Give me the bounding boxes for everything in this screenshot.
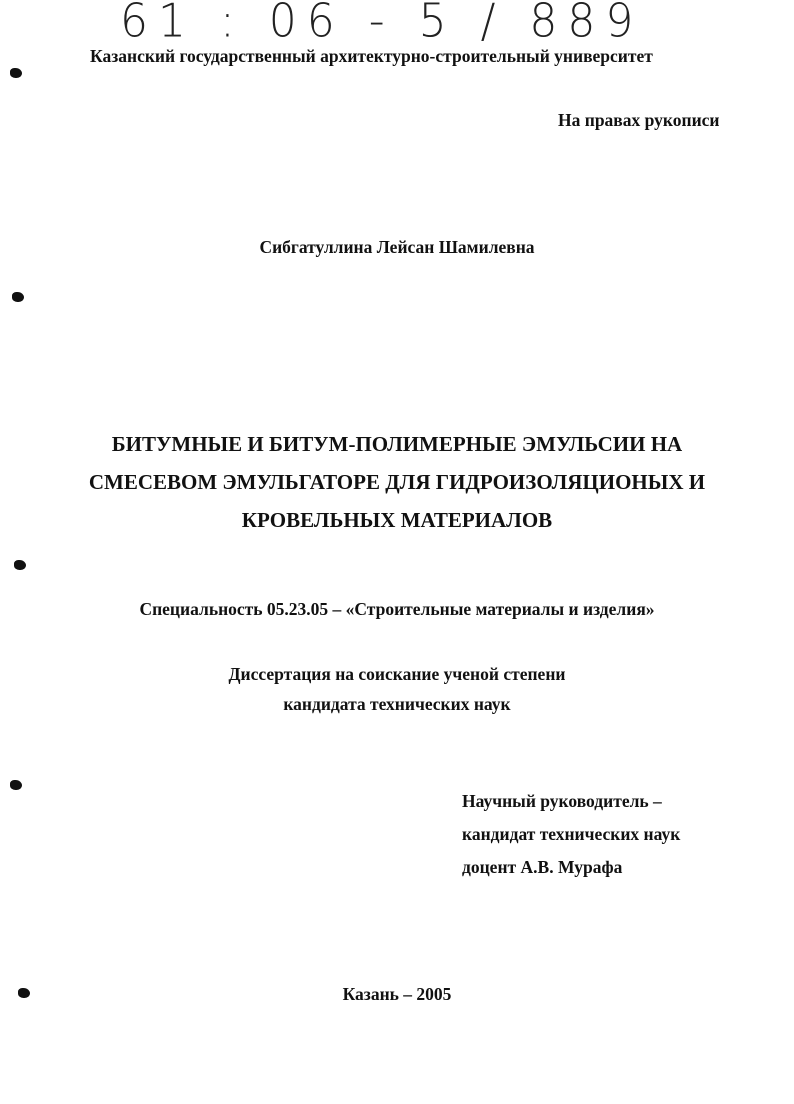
- scan-hole-mark-icon: [10, 68, 22, 78]
- title-line-2: СМЕСЕВОМ ЭМУЛЬГАТОРЕ ДЛЯ ГИДРОИЗОЛЯЦИОНЫХ И: [88, 470, 706, 494]
- handwritten-catalog-code: 61 : 06 - 5 / 889: [120, 0, 644, 49]
- dissertation-title: [0, 425, 794, 539]
- scan-hole-mark-icon: [18, 988, 30, 998]
- supervisor-line-2: кандидат технических наук: [462, 824, 681, 844]
- author-name: Сибгатуллина Лейсан Шамилевна: [259, 237, 535, 257]
- supervisor-line-1: Научный руководитель –: [462, 791, 662, 811]
- degree-line-1: Диссертация на соискание ученой степени: [228, 664, 566, 684]
- scan-hole-mark-icon: [14, 560, 26, 570]
- title-line-1: БИТУМНЫЕ И БИТУМ-ПОЛИМЕРНЫЕ ЭМУЛЬСИИ НА: [111, 432, 683, 456]
- scan-hole-mark-icon: [12, 292, 24, 302]
- supervisor-line-3: доцент А.В. Мурафа: [462, 857, 623, 877]
- university-name: Казанский государственный архитектурно-строительный университет: [90, 46, 653, 66]
- degree-line-2: кандидата технических наук: [283, 694, 511, 714]
- title-line-3: КРОВЕЛЬНЫХ МАТЕРИАЛОВ: [241, 508, 553, 532]
- scan-hole-mark-icon: [10, 780, 22, 790]
- city-year: Казань – 2005: [342, 984, 452, 1004]
- specialty: Специальность 05.23.05 – «Строительные материалы и изделия»: [139, 599, 655, 619]
- manuscript-rights-note: На правах рукописи: [558, 110, 720, 130]
